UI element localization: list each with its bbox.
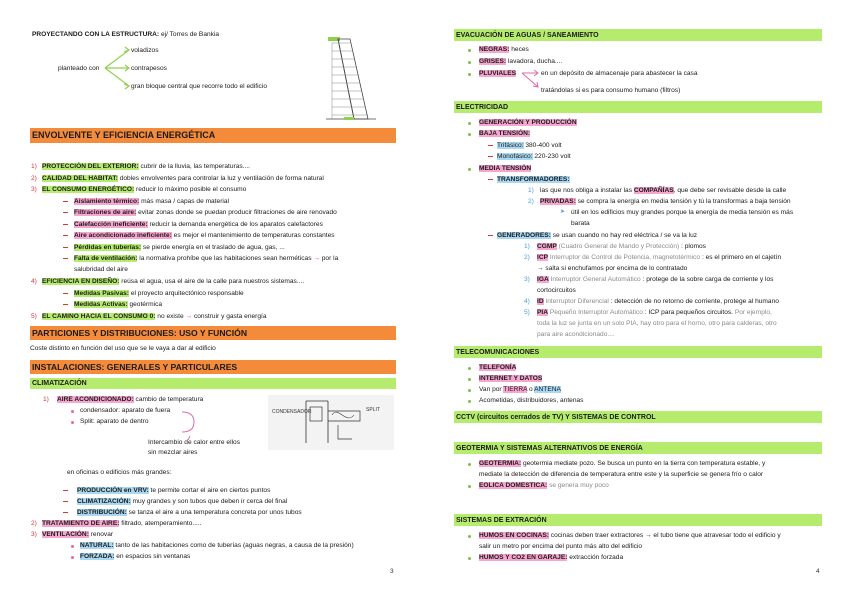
dash-marker — [488, 179, 493, 180]
sub-activas-text: geotérmica — [127, 301, 163, 308]
telecom-van-por-mid: o — [527, 386, 535, 393]
trans-item-2-sub2: barata — [571, 220, 590, 227]
evacuacion-heading: EVACUACIÓN DE AGUAS / SANEAMIENTO — [456, 32, 599, 39]
gen-icp-sep: : — [700, 254, 704, 261]
sub-perdidas — [74, 243, 285, 252]
sub-pasivas-key: Medidas Pasivas: — [74, 290, 129, 297]
geo-eolica-key: EOLICA DOMESTICA: — [479, 482, 548, 489]
tower-sketch-image — [324, 33, 384, 123]
sub-aislamiento — [74, 197, 229, 206]
clima-note-2: sin mezclar aires — [148, 449, 198, 456]
gen-icp-text2: → salta si enchufamos por encima de lo contratado — [537, 265, 688, 272]
estructura-opt-voladizos: voladizos — [131, 47, 159, 54]
bullet-dot — [468, 535, 471, 538]
bullet-dot — [468, 389, 471, 392]
page-number: 4 — [816, 568, 820, 575]
item-5-number: 5) — [31, 313, 37, 320]
pluviales-arrows-icon — [520, 68, 542, 92]
gen-pia-gray2: Por ejemplo, — [733, 309, 772, 316]
ext-garaje-key: HUMOS Y CO2 EN GARAJE: — [479, 554, 568, 561]
sub-activas — [74, 300, 162, 309]
electricidad-heading-bar — [454, 101, 822, 113]
vent-natural-text: tanto de las habitaciones como de tuberías (aguas negras, a causa de la presión) — [113, 542, 354, 549]
ext-garaje-text: extracción forzada — [567, 554, 624, 561]
gen-pia-sep: : — [642, 309, 647, 316]
sub-calefaccion-text: reducir la demanda energética de los aparatos calefactores — [147, 221, 323, 228]
item-4-number: 4) — [31, 278, 37, 285]
elec-generadores-text: se usan cuando no hay red eléctrica / se va la luz — [550, 232, 698, 239]
gen-pia-gray: Pequeño Interruptor Automático — [548, 309, 643, 316]
envolvente-item-1 — [42, 162, 250, 171]
evac-grises-key: GRISES: — [479, 58, 507, 65]
sub-ventilacion — [74, 254, 338, 263]
gen-pia-key: PIA — [537, 309, 548, 316]
extraccion-heading: SISTEMAS DE EXTRACIÓN — [456, 517, 547, 524]
telecom-acometidas: Acometidas, distribuidores, antenas — [479, 397, 584, 404]
envolvente-item-4-key: EFICIENCIA EN DISEÑO: — [42, 278, 120, 285]
envolvente-item-5-tail: construir y gasta energía — [192, 313, 267, 320]
sub-ventilacion-text: la normativa prohíbe que las habitaciones sean herméticas — [137, 255, 312, 262]
geo-eolica-text: se genera muy poco — [547, 482, 609, 489]
gen-iga-key: IGA — [537, 276, 549, 283]
vent-forzada-key: FORZADA: — [80, 553, 115, 560]
climatizacion-heading: CLIMATIZACIÓN — [32, 380, 87, 387]
dash-marker — [63, 490, 68, 491]
envolvente-item-1-text: cubrir de la lluvia, las temperaturas.... — [138, 163, 251, 170]
telecom-internet — [479, 374, 542, 383]
gen-iga-text2: cortocircuitos — [537, 287, 576, 294]
bullet-dot — [468, 485, 471, 488]
telecom-telefonia — [479, 363, 516, 372]
gen-1-number: 1) — [524, 243, 530, 250]
sub-aire-acond-key: Aire acondicionado ineficiente: — [74, 232, 172, 239]
geo-geotermia-text2: mediate la detección de diferencia de temperatura entre este y la superficie se genera frío o calor — [479, 471, 764, 478]
sub-ventilacion-text2: salubridad del aire — [74, 266, 128, 273]
telecom-antena: ANTENA — [534, 386, 561, 393]
bullet-dot — [468, 557, 471, 560]
vent-natural — [80, 541, 354, 550]
gen-cgmp-gray: (Cuadro General de Mando y Protección) — [556, 243, 680, 250]
electricidad-heading: ELECTRICIDAD — [456, 104, 509, 111]
item-2-number: 2) — [31, 175, 37, 182]
dash-marker — [488, 156, 493, 157]
oficinas-climatizacion-text: muy grandes y son tubos que deben ir cerca del final — [130, 498, 288, 505]
item-1-number: 1) — [31, 163, 37, 170]
trans-item-1 — [540, 186, 786, 195]
sub-aire-acond-text: es mejor el mantenimiento de temperaturas constantes — [171, 232, 335, 239]
sub-ventilacion-key: Falta de ventilación: — [74, 255, 138, 262]
sub-perdidas-text: se pierde energía en el traslado de agua, gas, ... — [141, 244, 285, 251]
gen-icp — [537, 253, 781, 262]
oficinas-distribucion — [77, 508, 302, 517]
bullet-dot — [468, 122, 471, 125]
clima-bullet-split: Split: aparato de dentro — [80, 418, 149, 425]
telecom-van-por-pre: Van por — [479, 386, 504, 393]
sub-calefaccion — [74, 220, 323, 229]
elec-trifasico — [497, 141, 562, 150]
ext-cocinas-text2: salir un metro por encima del punto más alto del edificio — [479, 543, 643, 550]
envolvente-item-2-key: CALIDAD DEL HABITAT: — [42, 175, 118, 182]
elec-media-label: MEDIA TENSIÓN — [479, 165, 532, 172]
evac-pluviales-text: en un depósito de almacenaje para abastecer la casa — [541, 70, 698, 77]
clima-note-1: Intercambio de calor entre ellos — [148, 439, 240, 446]
dash-marker — [63, 501, 68, 502]
oficinas-produccion-text: te permite cortar el aire en ciertos puntos — [148, 487, 271, 494]
elec-monofasico — [497, 152, 571, 161]
envolvente-item-3 — [42, 185, 246, 194]
trans-item-2-text: se compra la energía en media tensión y tú la transformas a baja tensión — [575, 198, 791, 205]
geo-geotermia — [479, 459, 765, 468]
estructura-title-rest: ej/ Torres de Bankia — [159, 31, 220, 38]
geo-geotermia-key: GEOTERMIA: — [479, 460, 522, 467]
gen-iga-sep: : — [640, 276, 645, 283]
gen-pia — [537, 308, 772, 317]
sub-filtraciones — [74, 208, 337, 217]
clima-item-1-text: cambio de temperatura — [133, 396, 204, 403]
sub-ventilacion-tail: por la — [319, 255, 339, 262]
bullet-dot — [71, 545, 74, 548]
cctv-heading: CCTV (circuitos cerrados de TV) Y SISTEMAS DE CONTROL — [456, 414, 656, 421]
trans-item-2-key: PRIVADAS: — [540, 198, 576, 205]
sub-filtraciones-key: Filtraciones de aire: — [74, 209, 137, 216]
page-4 — [424, 0, 848, 599]
dash-marker — [63, 212, 68, 213]
clima-bullet-condensador: condensador: aparato de fuera — [80, 407, 171, 414]
clima-1-number: 1) — [43, 396, 49, 403]
telecom-telefonia-label: TELEFONÍA — [479, 364, 517, 371]
gen-pia-text: ICP para pequeños circuitos. — [646, 309, 733, 316]
envolvente-item-4-text: reúsa el agua, usa el aire de la calle para nuestros sistemas.... — [119, 278, 305, 285]
sub-aislamiento-text: más masa / capas de material — [139, 198, 230, 205]
evac-grises-text: lavadora, ducha.... — [506, 58, 563, 65]
sketch-condensador-label: CONDENSADOR — [272, 409, 312, 415]
oficinas-produccion-key: PRODUCCIÓN en VRV: — [77, 487, 149, 494]
gen-5-number: 5) — [524, 309, 530, 316]
ac-sketch-image — [268, 395, 394, 450]
gen-cgmp — [537, 242, 706, 251]
page-number: 3 — [390, 568, 394, 575]
estructura-left-label: planteado con — [58, 65, 100, 72]
bullet-dot — [468, 133, 471, 136]
gen-4-number: 4) — [524, 298, 530, 305]
item-3-number: 3) — [31, 186, 37, 193]
bullet-dot — [71, 556, 74, 559]
elec-trifasico-key: Trifásico: — [497, 142, 524, 149]
bullet-dot — [468, 400, 471, 403]
elec-media — [479, 164, 531, 173]
bullet-dot — [71, 421, 74, 424]
geotermia-heading: GEOTERMIA Y SISTEMAS ALTERNATIVOS DE ENERGÍA — [456, 445, 643, 452]
elec-generadores — [497, 231, 697, 240]
trans-2-number: 2) — [528, 198, 534, 205]
clima-item-2-key: TRATAMIENTO DE AIRE: — [42, 520, 120, 527]
elec-generadores-label: GENERADORES: — [497, 232, 551, 239]
ext-cocinas-key: HUMOS EN COCINAS: — [479, 532, 549, 539]
estructura-line — [32, 30, 219, 39]
telecom-heading: TELECOMUNICACIONES — [456, 349, 540, 356]
elec-generacion — [479, 118, 577, 127]
bullet-dot — [468, 49, 471, 52]
sub-activas-key: Medidas Activas: — [74, 301, 128, 308]
gen-id — [537, 297, 779, 306]
gen-pia-gray3: toda la luz se junta en un solo PIA, hay otro para el horno, otro para calderas, otro — [537, 320, 777, 327]
gen-id-sep: : — [608, 298, 613, 305]
dash-marker — [488, 145, 493, 146]
bullet-dot — [468, 168, 471, 171]
gen-icp-key: ICP — [537, 254, 548, 261]
arrow-right-icon: → — [185, 313, 193, 320]
vent-forzada — [80, 552, 190, 561]
clima-item-2-text: filtrado, atemperamiento..... — [119, 520, 202, 527]
gen-cgmp-key: CGMP — [537, 243, 557, 250]
gen-cgmp-sep: : — [679, 243, 683, 250]
gen-icp-gray: Interruptor de Control de Potencia, magnetotérmico — [548, 254, 701, 261]
envolvente-item-3-text: reducir lo máximo posible el consumo — [134, 186, 247, 193]
gen-icp-text: es el primero en el cajetín — [703, 254, 782, 261]
gen-3-number: 3) — [524, 276, 530, 283]
telecom-van-por — [479, 385, 561, 394]
dash-marker — [63, 258, 68, 259]
gen-cgmp-text: plomos — [682, 243, 706, 250]
evac-grises — [479, 57, 562, 66]
sub-aire-acond — [74, 231, 335, 240]
elec-generacion-label: GENERACIÓN Y PRODUCCIÓN — [479, 119, 577, 126]
sub-filtraciones-text: evitar zonas donde se puedan producir filtraciones de aire renovado — [136, 209, 337, 216]
gen-iga-gray: Interruptor General Automático — [548, 276, 641, 283]
envolvente-heading: ENVOLVENTE Y EFICIENCIA ENERGÉTICA — [32, 130, 216, 140]
trans-1-number: 1) — [528, 187, 534, 194]
envolvente-item-2-text: dobles envolventes para controlar la luz y ventilación de forma natural — [117, 175, 324, 182]
bullet-dot — [71, 410, 74, 413]
gen-iga-text: protege de la sobre carga de corriente y los — [644, 276, 774, 283]
gen-id-gray: Interruptor Diferencial — [543, 298, 609, 305]
bullet-dot — [468, 61, 471, 64]
clima-item-3 — [42, 530, 113, 539]
envolvente-item-2 — [42, 174, 324, 183]
trans-item-2-sub1: útil en los edificios muy grandes porque la energía de media tensión es más — [571, 209, 794, 216]
oficinas-distribucion-key: DISTRIBUCIÓN: — [77, 509, 127, 516]
dash-marker — [488, 235, 493, 236]
particiones-heading: PARTICIONES Y DISTRIBUCIONES: USO Y FUNCIÓN — [32, 328, 248, 338]
dash-marker — [63, 512, 68, 513]
sub-aislamiento-key: Aislamiento térmico: — [74, 198, 140, 205]
sub-pasivas — [74, 289, 244, 298]
vent-natural-key: NATURAL: — [80, 542, 114, 549]
elec-transformadores — [497, 175, 570, 184]
elec-monofasico-text: 220-230 volt — [532, 153, 571, 160]
elec-baja — [479, 129, 530, 138]
evac-negras — [479, 45, 529, 54]
estructura-opt-contrapesos: contrapesos — [131, 65, 167, 72]
clima-item-1-key: AIRE ACONDICIONADO: — [57, 396, 134, 403]
clima-2-number: 2) — [31, 520, 37, 527]
vent-forzada-text: en espacios sin ventanas — [114, 553, 191, 560]
elec-trifasico-text: 380-400 volt — [523, 142, 562, 149]
evac-pluviales-text2: tratándolas si es para consumo humano (filtros) — [541, 87, 681, 94]
elec-baja-label: BAJA TENSIÓN: — [479, 130, 531, 137]
bullet-dot — [468, 367, 471, 370]
dash-marker — [63, 201, 68, 202]
geo-geotermia-text: geotermia mediate pozo. Se busca un punto en la tierra con temperatura estable, y — [521, 460, 766, 467]
dash-marker — [63, 235, 68, 236]
clima-item-1 — [57, 395, 203, 404]
sketch-split-label: SPLIT — [366, 407, 380, 413]
trans-item-2 — [540, 197, 791, 206]
instalaciones-heading: INSTALACIONES: GENERALES Y PARTICULARES — [32, 362, 238, 372]
clima-item-3-text: renovar — [88, 531, 114, 538]
elec-monofasico-key: Monofásico: — [497, 153, 533, 160]
envolvente-item-1-key: PROTECCIÓN DEL EXTERIOR: — [42, 163, 139, 170]
clima-3-number: 3) — [31, 531, 37, 538]
estructura-title: PROYECTANDO CON LA ESTRUCTURA: — [32, 31, 160, 38]
dash-marker — [63, 293, 68, 294]
trans-item-1-key: COMPAÑÍAS — [633, 187, 674, 194]
ext-garaje — [479, 553, 623, 562]
oficinas-climatizacion-key: CLIMATIZACIÓN: — [77, 498, 131, 505]
evac-pluviales-key — [479, 69, 516, 78]
sub-pasivas-text: el proyecto arquitectónico responsable — [128, 290, 244, 297]
evac-pluviales-label: PLUVIALES — [479, 70, 517, 77]
gen-2-number: 2) — [524, 254, 530, 261]
dash-marker — [63, 247, 68, 248]
ext-cocinas-text: cocinas deben traer extractores → el tubo tiene que atravesar todo el edificio y — [548, 532, 781, 539]
trans-item-1-tail: , que debe ser revisable desde la calle — [673, 187, 787, 194]
bullet-dot — [468, 463, 471, 466]
envolvente-item-5-key: EL CAMINO HACIA EL CONSUMO 0: — [42, 313, 156, 320]
dash-marker — [63, 224, 68, 225]
evac-negras-text: heces — [509, 46, 529, 53]
triangle-bullet-icon: ➤ — [560, 209, 566, 215]
gen-pia-gray4: para aire acondicionado.... — [537, 331, 615, 338]
oficinas-climatizacion — [77, 497, 287, 506]
sub-calefaccion-key: Calefacción ineficiente: — [74, 221, 148, 228]
telecom-internet-label: INTERNET Y DATOS — [479, 375, 543, 382]
evac-negras-key: NEGRAS: — [479, 46, 510, 53]
envolvente-item-5-text: no existe — [155, 313, 184, 320]
clima-item-2 — [42, 519, 202, 528]
envolvente-item-3-key: EL CONSUMO ENERGÉTICO: — [42, 186, 135, 193]
geo-eolica — [479, 481, 609, 490]
gen-id-text: detección de no retorno de corriente, protege al humano — [612, 298, 779, 305]
ext-cocinas — [479, 531, 781, 540]
trans-item-1-text: las que nos obliga a instalar las — [540, 187, 634, 194]
arrow-right-icon: → — [313, 255, 320, 262]
clima-item-3-key: VENTILACIÓN: — [42, 531, 89, 538]
elec-transformadores-label: TRANSFORMADORES: — [497, 176, 570, 183]
dash-marker — [63, 304, 68, 305]
oficinas-produccion — [77, 486, 270, 495]
gen-id-key: ID — [537, 298, 544, 305]
telecom-tierra: TIERRA — [503, 386, 528, 393]
estructura-opt-bloque: gran bloque central que recorre todo el edificio — [131, 83, 267, 90]
gen-iga — [537, 275, 773, 284]
particiones-text: Coste distinto en función del uso que se le vaya a dar al edificio — [30, 345, 216, 352]
bullet-dot — [468, 378, 471, 381]
brace-arrow-icon — [180, 410, 210, 440]
oficinas-text: en oficinas o edificios más grandes: — [67, 469, 172, 476]
estructura-brace-arrows — [103, 44, 133, 90]
bullet-dot — [468, 73, 471, 76]
oficinas-distribucion-text: se tanza el aire a una temperatura concreta por unos tubos — [126, 509, 302, 516]
sub-perdidas-key: Pérdidas en tuberías: — [74, 244, 142, 251]
envolvente-item-4 — [42, 277, 304, 286]
envolvente-item-5 — [42, 312, 267, 321]
